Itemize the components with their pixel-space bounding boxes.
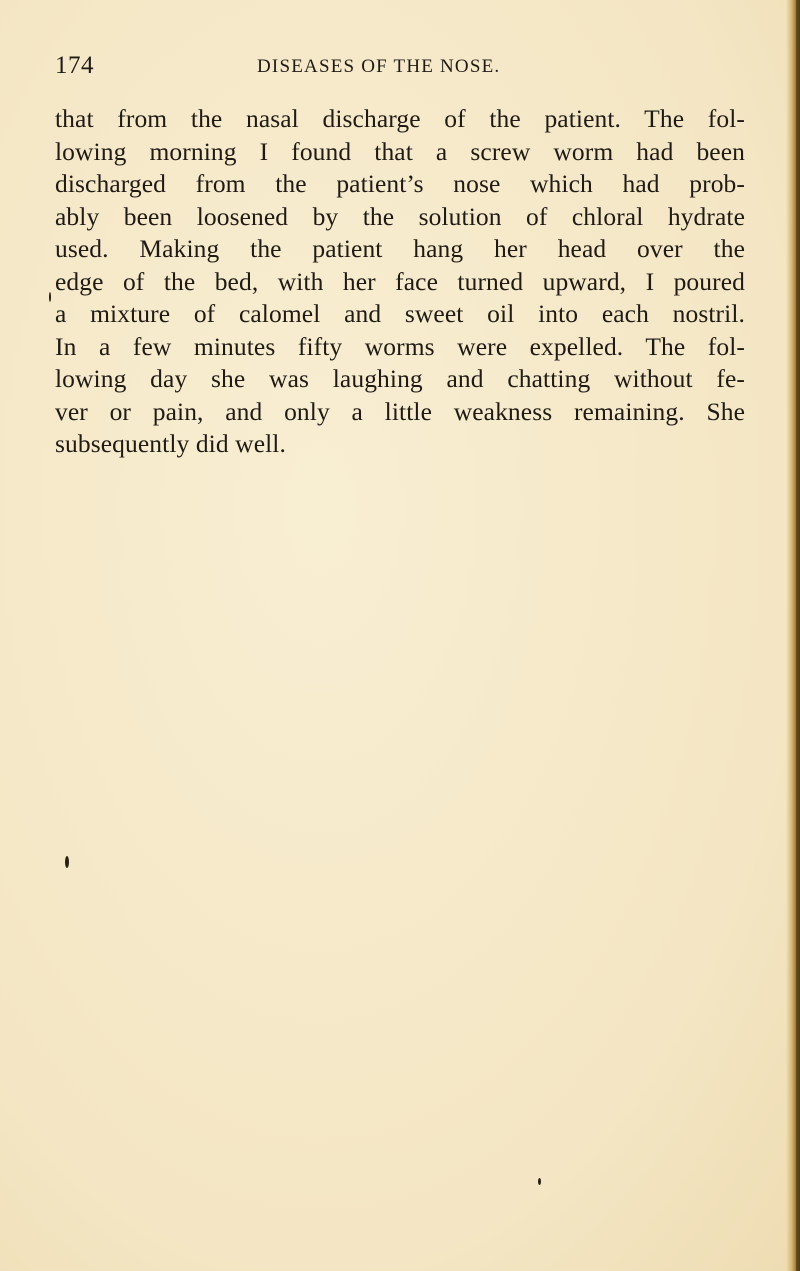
- paper-speck: [49, 292, 51, 302]
- text-line: ver or pain, and only a little weakness remaining. She: [55, 396, 745, 426]
- text-line: In a few minutes fifty worms were expelled. The fol-: [55, 331, 745, 361]
- text-line: discharged from the patient’s nose which had prob-: [55, 169, 745, 198]
- text-line: edge of the bed, with her face turned upward, I poured: [55, 266, 745, 296]
- body-paragraph: [55, 103, 745, 461]
- page-edge-dark: [796, 0, 800, 1271]
- text-line: ably been loosened by the solution of chloral hydrate: [55, 201, 745, 231]
- text-line: lowing morning I found that a screw worm had been: [55, 136, 745, 166]
- paper-speck: [65, 856, 69, 868]
- text-line: that from the nasal discharge of the patient. The fol-: [55, 104, 745, 133]
- text-line: subsequently did well.: [55, 429, 286, 458]
- text-line: used. Making the patient hang her head over the: [55, 234, 745, 263]
- paper-speck: [538, 1178, 541, 1185]
- running-title: DISEASES OF THE NOSE.: [257, 56, 501, 77]
- text-line: lowing day she was laughing and chatting without fe-: [55, 364, 745, 393]
- text-line: a mixture of calomel and sweet oil into each nostril.: [55, 299, 745, 328]
- page-number: 174: [55, 52, 94, 79]
- page-header: [55, 52, 755, 86]
